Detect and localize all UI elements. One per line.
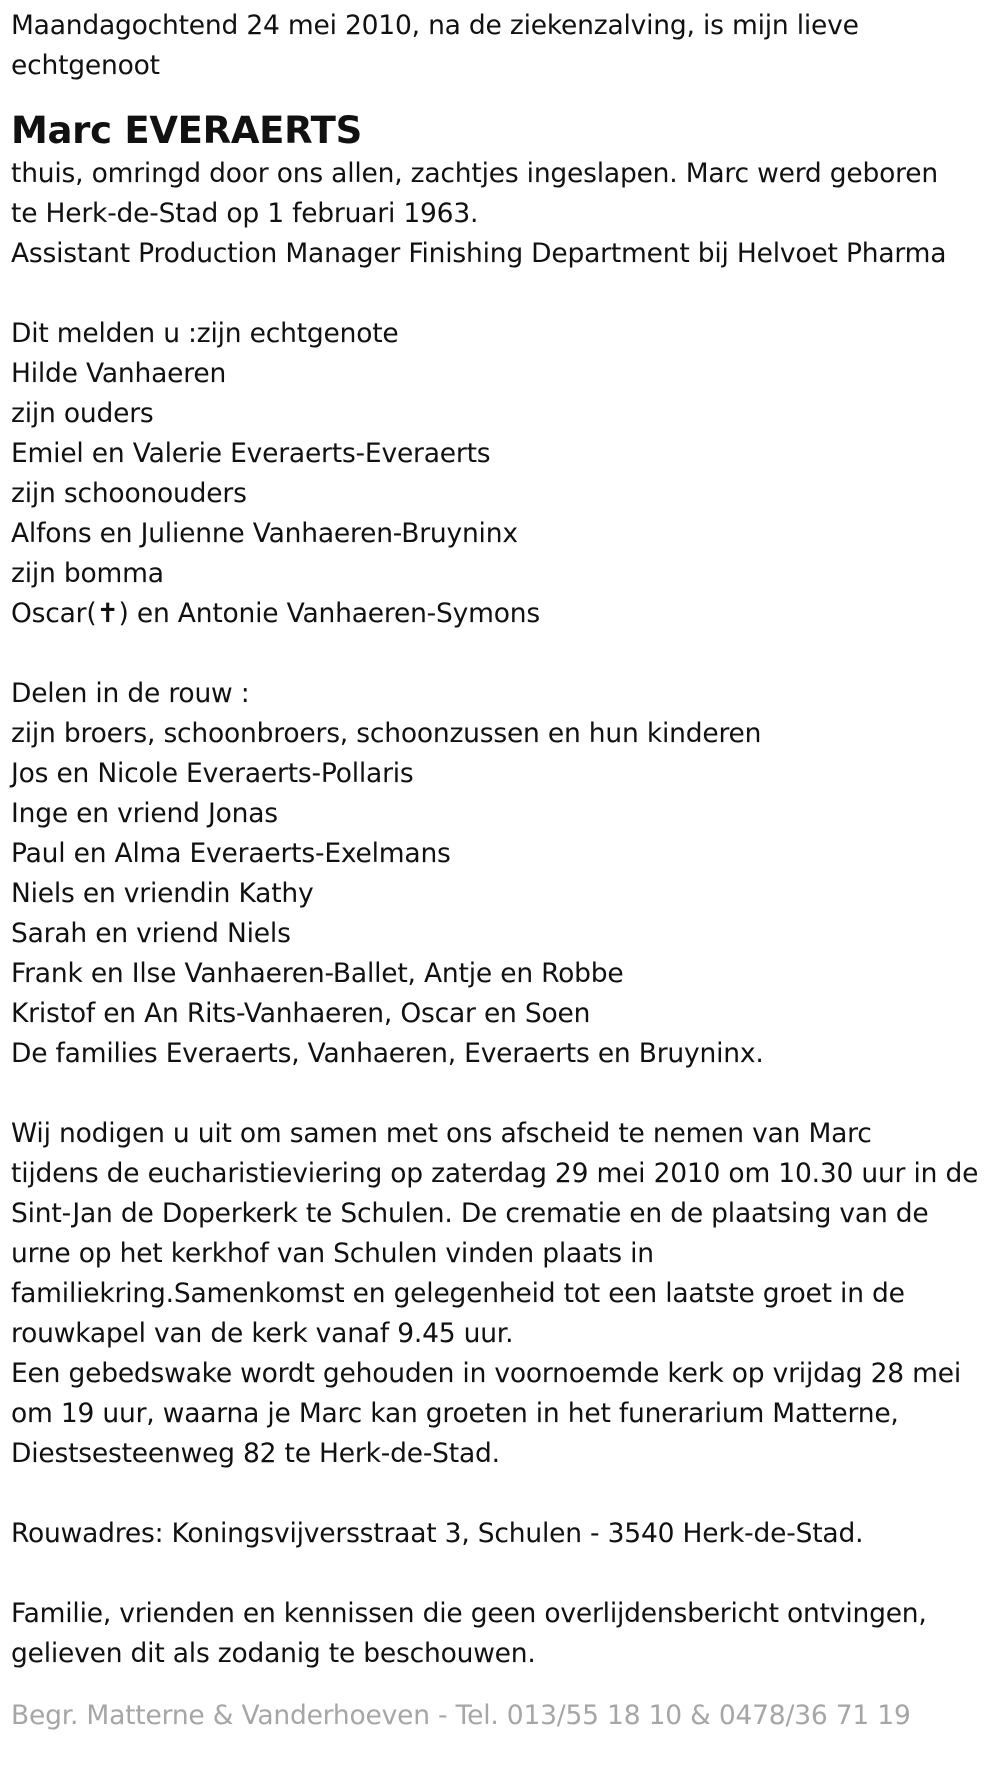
- announcer-line: Dit melden u :zijn echtgenote: [11, 318, 399, 349]
- mourner-line: Frank en Ilse Vanhaeren-Ballet, Antje en Robbe: [11, 958, 624, 989]
- deceased-name: Marc EVERAERTS: [11, 109, 362, 152]
- ceremony-section: [11, 1114, 991, 1474]
- intro-line: Maandagochtend 24 mei 2010, na de ziekenzalving, is mijn lieve: [11, 10, 859, 41]
- ceremony-line: Sint-Jan de Doperkerk te Schulen. De crematie en de plaatsing van de: [11, 1198, 929, 1229]
- mourner-line: Niels en vriendin Kathy: [11, 878, 314, 909]
- announcer-line: Hilde Vanhaeren: [11, 358, 227, 389]
- ceremony-line: tijdens de eucharistieviering op zaterdag 29 mei 2010 om 10.30 uur in de: [11, 1158, 979, 1189]
- mourner-line: Jos en Nicole Everaerts-Pollaris: [11, 758, 414, 789]
- ceremony-line: Diestsesteenweg 82 te Herk-de-Stad.: [11, 1438, 500, 1469]
- bio-section: [11, 154, 991, 274]
- mourner-line: zijn broers, schoonbroers, schoonzussen en hun kinderen: [11, 718, 762, 749]
- bio-line: te Herk-de-Stad op 1 februari 1963.: [11, 198, 479, 229]
- ceremony-line: rouwkapel van de kerk vanaf 9.45 uur.: [11, 1318, 514, 1349]
- announcer-line: Alfons en Julienne Vanhaeren-Bruyninx: [11, 518, 518, 549]
- notice-line: Familie, vrienden en kennissen die geen overlijdensbericht ontvingen,: [11, 1598, 927, 1629]
- obituary-notice: [11, 6, 991, 1736]
- announcer-line: Emiel en Valerie Everaerts-Everaerts: [11, 438, 491, 469]
- ceremony-line: Een gebedswake wordt gehouden in voornoemde kerk op vrijdag 28 mei: [11, 1358, 962, 1389]
- ceremony-line: om 19 uur, waarna je Marc kan groeten in het funerarium Matterne,: [11, 1398, 899, 1429]
- announcer-line: zijn schoonouders: [11, 478, 247, 509]
- mourner-line: Inge en vriend Jonas: [11, 798, 278, 829]
- notice-line: gelieven dit als zodanig te beschouwen.: [11, 1638, 536, 1669]
- spacer: [11, 1554, 991, 1594]
- mourner-line: Kristof en An Rits-Vanhaeren, Oscar en Soen: [11, 998, 591, 1029]
- intro-section: [11, 6, 991, 86]
- mourner-line: Delen in de rouw :: [11, 678, 250, 709]
- mourner-line: De families Everaerts, Vanhaeren, Everaerts en Bruyninx.: [11, 1038, 764, 1069]
- spacer: [11, 1474, 991, 1514]
- bio-line: Assistant Production Manager Finishing Department bij Helvoet Pharma: [11, 238, 947, 269]
- spacer: [11, 634, 991, 674]
- mourning-address: Rouwadres: Koningsvijversstraat 3, Schulen - 3540 Herk-de-Stad.: [11, 1518, 864, 1549]
- spacer: [11, 274, 991, 314]
- ceremony-line: familiekring.Samenkomst en gelegenheid tot een laatste groet in de: [11, 1278, 905, 1309]
- mourner-line: Sarah en vriend Niels: [11, 918, 291, 949]
- mourner-line: Paul en Alma Everaerts-Exelmans: [11, 838, 451, 869]
- ceremony-line: Wij nodigen u uit om samen met ons afscheid te nemen van Marc: [11, 1118, 872, 1149]
- bio-line: thuis, omringd door ons allen, zachtjes ingeslapen. Marc werd geboren: [11, 158, 938, 189]
- announcer-line: Oscar(✝) en Antonie Vanhaeren-Symons: [11, 598, 540, 629]
- announcers-section: [11, 314, 991, 634]
- notice-section: [11, 1594, 991, 1674]
- announcer-line: zijn ouders: [11, 398, 154, 429]
- ceremony-line: urne op het kerkhof van Schulen vinden plaats in: [11, 1238, 654, 1269]
- funeral-home-footer: Begr. Matterne & Vanderhoeven - Tel. 013/55 18 10 & 0478/36 71 19: [11, 1700, 911, 1731]
- intro-line: echtgenoot: [11, 50, 160, 81]
- spacer: [11, 1074, 991, 1114]
- announcer-line: zijn bomma: [11, 558, 164, 589]
- mourners-section: [11, 674, 991, 1074]
